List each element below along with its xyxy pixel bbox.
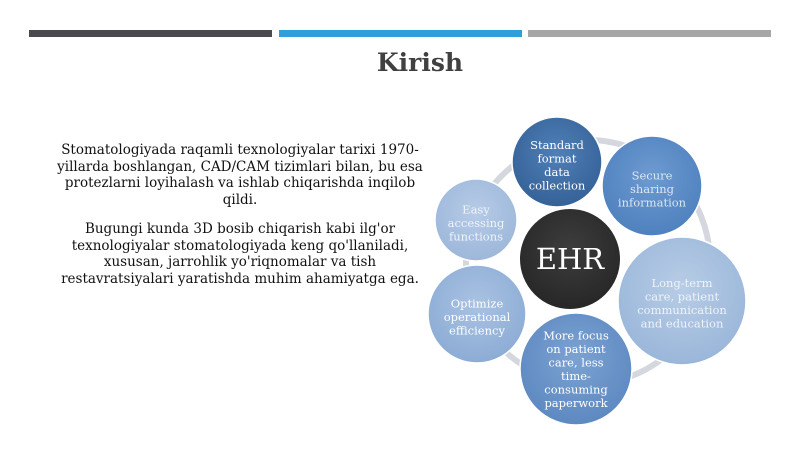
- node-secure-sharing: [602, 136, 702, 236]
- slide-title: Kirish: [376, 48, 464, 77]
- node-ehr-center: [519, 208, 621, 310]
- node-label-line: accessing: [447, 216, 505, 230]
- node-standard-format: [512, 117, 602, 207]
- node-label-line: on patient: [546, 341, 606, 356]
- node-label-line: data: [544, 164, 570, 179]
- node-long-term-care: [618, 237, 746, 365]
- node-label-line: operational: [443, 310, 511, 324]
- node-label-line: sharing: [629, 182, 675, 196]
- paragraph-history: Stomatologiyada raqamli texnologiyalar tarixi 1970-yillarda boshlangan, CAD/CAM tizimlari bilan, bu esa protezlarni loyihalash va ishlab chiqarishda inqilob qildi.: [57, 142, 423, 208]
- node-operational-efficiency: [428, 265, 526, 363]
- node-label-line: format: [537, 151, 577, 166]
- node-label-line: Easy: [462, 202, 490, 217]
- node-label-line: time-: [561, 368, 591, 383]
- node-label-line: and education: [640, 316, 724, 331]
- center-label: EHR: [535, 242, 605, 276]
- node-easy-access: [435, 179, 517, 261]
- node-label-line: functions: [448, 229, 504, 244]
- node-label: [444, 297, 511, 338]
- node-label-line: Standard: [530, 137, 584, 152]
- node-label-line: More focus: [543, 328, 609, 343]
- node-patient-focus: [520, 313, 632, 425]
- node-label-line: Long-term: [651, 275, 713, 290]
- node-label-line: efficiency: [449, 323, 505, 338]
- node-label-line: care, patient: [644, 289, 720, 304]
- node-label-line: Optimize: [450, 296, 504, 311]
- node-label-line: information: [617, 195, 687, 210]
- node-label-line: collection: [528, 178, 586, 193]
- node-label-line: paperwork: [544, 395, 608, 410]
- node-label-line: consuming: [544, 382, 608, 397]
- node-label: [543, 328, 609, 410]
- node-label-line: care, less: [548, 355, 604, 370]
- node-label-line: Secure: [631, 168, 673, 183]
- paragraph-today: Bugungi kunda 3D bosib chiqarish kabi ilg'or texnologiyalar stomatologiyada keng qo'llaniladi, xususan, jarrohlik yo'riqnomalar va tish restavratsiyalari yaratishda muhim ahamiyatga ega.: [61, 221, 419, 287]
- node-label-line: communication: [637, 302, 727, 317]
